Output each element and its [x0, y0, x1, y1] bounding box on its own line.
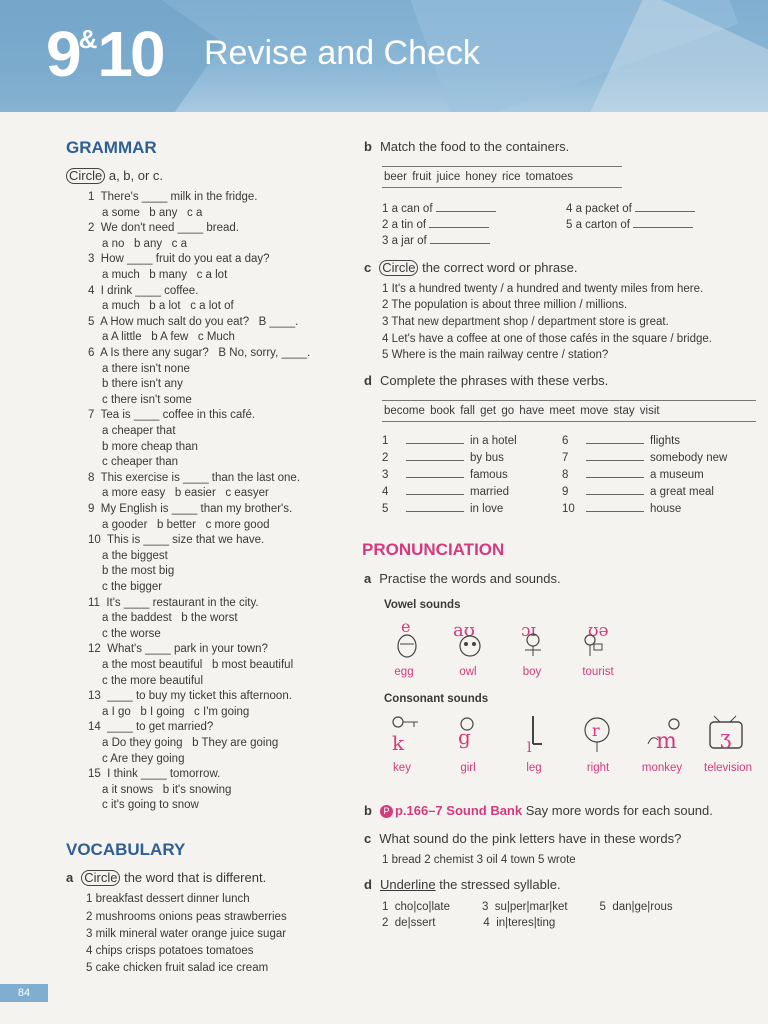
vocab-a-item: 3 milk mineral water orange juice sugar	[86, 928, 287, 940]
grammar-option: a much b many c a lot	[102, 269, 228, 281]
pron-a-instruction: a Practise the words and sounds.	[364, 571, 561, 586]
vocab-d-item: 2 by bus	[382, 452, 504, 464]
pron-d-instruction: d Underline the stressed syllable.	[364, 877, 561, 892]
grammar-question: 4 I drink ____ coffee.	[88, 284, 199, 297]
svg-text:ʊə: ʊə	[588, 621, 609, 641]
vocab-c-item: 5 Where is the main railway centre / station?	[382, 349, 609, 361]
svg-text:aʊ: aʊ	[453, 620, 475, 641]
svg-text:l: l	[527, 740, 532, 754]
consonant-label: right	[586, 762, 610, 774]
vocab-b-item: 3 a jar of	[382, 234, 490, 248]
grammar-option: a the biggest	[102, 549, 168, 562]
grammar-option: b the most big	[102, 565, 175, 578]
grammar-question: 1 There's ____ milk in the fridge.	[88, 191, 258, 203]
consonant-label: leg	[526, 762, 542, 774]
grammar-option: c cheaper than	[102, 456, 179, 469]
pron-c-instruction: c What sound do the pink letters have in these words?	[364, 831, 682, 846]
right-icon	[580, 714, 614, 759]
vocab-d-item: 5 in love	[382, 503, 504, 515]
grammar-heading: GRAMMAR	[66, 138, 157, 157]
vocab-d-item: 3 famous	[382, 469, 508, 481]
grammar-question: 3 How ____ fruit do you eat a day?	[88, 253, 270, 266]
vocab-d-instruction: d Complete the phrases with these verbs.	[364, 373, 609, 388]
svg-text:e: e	[401, 618, 411, 636]
grammar-option: a I go b I going c I'm going	[102, 705, 250, 718]
pron-d-row: 2 de|ssert 4 in|teres|ting	[382, 917, 556, 929]
grammar-question: 15 I think ____ tomorrow.	[88, 768, 221, 781]
grammar-question: 2 We don't need ____ bread.	[88, 222, 239, 235]
grammar-option: a much b a lot c a lot of	[102, 300, 234, 313]
monkey-icon	[644, 714, 684, 759]
key-icon	[388, 714, 422, 759]
consonant-label: television	[704, 762, 752, 774]
svg-text:ʒ: ʒ	[720, 725, 732, 749]
vocab-b-instruction: b Match the food to the containers.	[364, 139, 570, 154]
grammar-option: a it snows b it's snowing	[102, 783, 232, 796]
vocab-b-item: 4 a packet of	[566, 202, 695, 216]
svg-text:g: g	[458, 725, 471, 749]
grammar-question: 5 A How much salt do you eat? B ____.	[88, 315, 299, 328]
vocab-a-item: 2 mushrooms onions peas strawberries	[86, 911, 287, 923]
grammar-question: 12 What's ____ park in your town?	[88, 643, 268, 656]
vocab-d-item: 1 in a hotel	[382, 435, 517, 447]
vocab-a-instruction: a Circle the word that is different.	[66, 870, 267, 885]
girl-icon	[452, 714, 482, 759]
grammar-option: c the worse	[102, 627, 161, 640]
grammar-question: 9 My English is ____ than my brother's.	[88, 503, 293, 515]
boy-icon	[515, 618, 551, 663]
vowel-label: owl	[459, 666, 477, 678]
vocab-d-item: 10 house	[562, 503, 682, 515]
grammar-option: a no b any c a	[102, 237, 188, 250]
consonant-heading: Consonant sounds	[384, 693, 489, 705]
consonant-label: monkey	[641, 762, 683, 774]
unit-banner	[0, 0, 768, 112]
leg-icon	[518, 714, 548, 759]
svg-text:ɔɪ: ɔɪ	[521, 621, 536, 641]
unit-title: Revise and Check	[204, 34, 480, 72]
page-number: 84	[0, 984, 48, 1002]
television-icon	[706, 714, 748, 759]
vocab-c-item: 4 Let's have a coffee at one of those cafés in the square / bridge.	[382, 333, 712, 345]
grammar-question: 7 Tea is ____ coffee in this café.	[88, 409, 256, 422]
grammar-question: 14 ____ to get married?	[88, 721, 214, 734]
vocabulary-heading: VOCABULARY	[66, 840, 186, 859]
grammar-option: c there isn't some	[102, 393, 192, 406]
pronunciation-heading: PRONUNCIATION	[362, 540, 505, 559]
vowel-heading: Vowel sounds	[384, 599, 461, 611]
vocab-c-item: 1 It's a hundred twenty / a hundred and twenty miles from here.	[382, 283, 704, 295]
grammar-question: 6 A Is there any sugar? B No, sorry, ____.	[88, 347, 311, 359]
grammar-option: a the baddest b the worst	[102, 612, 238, 625]
vocab-d-wordbox: become book fall get go have meet move stay visit	[382, 400, 756, 422]
vocab-c-instruction: c Circle the correct word or phrase.	[364, 260, 578, 275]
grammar-option: a the most beautiful b most beautiful	[102, 659, 294, 671]
vowel-label: tourist	[582, 666, 614, 678]
pron-c-items: 1 bread 2 chemist 3 oil 4 town 5 wrote	[382, 854, 576, 866]
grammar-question: 8 This exercise is ____ than the last one.	[88, 471, 301, 484]
vocab-d-item: 6 flights	[562, 435, 681, 447]
grammar-option: c the bigger	[102, 581, 163, 593]
grammar-option: a A little b A few c Much	[102, 331, 235, 344]
vowel-label: boy	[522, 666, 542, 678]
grammar-question: 11 It's ____ restaurant in the city.	[88, 596, 259, 609]
vowel-label: egg	[394, 666, 414, 678]
vocab-c-item: 2 The population is about three million / millions.	[382, 299, 628, 311]
vocab-b-item: 2 a tin of	[382, 218, 489, 232]
vocab-b-item: 1 a can of	[382, 202, 496, 216]
vocab-d-item: 8 a museum	[562, 469, 704, 481]
vocab-a-item: 5 cake chicken fruit salad ice cream	[86, 962, 269, 974]
grammar-option: b there isn't any	[102, 378, 183, 391]
grammar-option: c the more beautiful	[102, 674, 204, 687]
unit-number: 9&10	[46, 18, 163, 90]
grammar-option: a more easy b easier c easyer	[102, 487, 269, 500]
vocab-b-wordbox: beer fruit juice honey rice tomatoes	[382, 166, 622, 188]
sound-bank-link[interactable]: p.166–7 Sound Bank	[394, 803, 523, 818]
vocab-a-item: 1 breakfast dessert dinner lunch	[86, 893, 250, 905]
pron-b-instruction: b P p.166–7 Sound Bank Say more words for each sound.	[364, 803, 713, 818]
vocab-d-item: 7 somebody new	[562, 452, 728, 464]
tourist-icon	[578, 618, 614, 663]
vocab-b-item: 5 a carton of	[566, 218, 693, 232]
pron-d-row: 1 cho|co|late 3 su|per|mar|ket 5 dan|ge|rous	[382, 901, 673, 913]
grammar-question: 10 This is ____ size that we have.	[88, 534, 265, 547]
grammar-option: a some b any c a	[102, 206, 203, 219]
consonant-label: key	[393, 762, 411, 774]
grammar-option: b more cheap than	[102, 440, 198, 453]
svg-text:r: r	[592, 721, 600, 740]
grammar-option: a gooder b better c more good	[102, 518, 270, 531]
grammar-question: 13 ____ to buy my ticket this afternoon.	[88, 690, 292, 703]
vocab-c-item: 3 That new department shop / department store is great.	[382, 316, 669, 328]
grammar-option: a Do they going b They are going	[102, 737, 279, 749]
grammar-option: a there isn't none	[102, 362, 190, 375]
grammar-option: c it's going to snow	[102, 799, 199, 812]
vocab-d-item: 9 a great meal	[562, 486, 714, 498]
grammar-instruction: Circle a, b, or c.	[66, 168, 163, 184]
svg-text:m: m	[656, 729, 677, 754]
grammar-option: a cheaper that	[102, 425, 176, 437]
svg-text:k: k	[392, 731, 405, 754]
egg-icon	[390, 618, 424, 663]
vocab-a-item: 4 chips crisps potatoes tomatoes	[86, 945, 254, 957]
grammar-option: c Are they going	[102, 752, 185, 765]
p-badge-icon: P	[380, 805, 393, 818]
owl-icon	[450, 618, 490, 663]
consonant-label: girl	[460, 762, 476, 774]
vocab-d-item: 4 married	[382, 486, 509, 498]
